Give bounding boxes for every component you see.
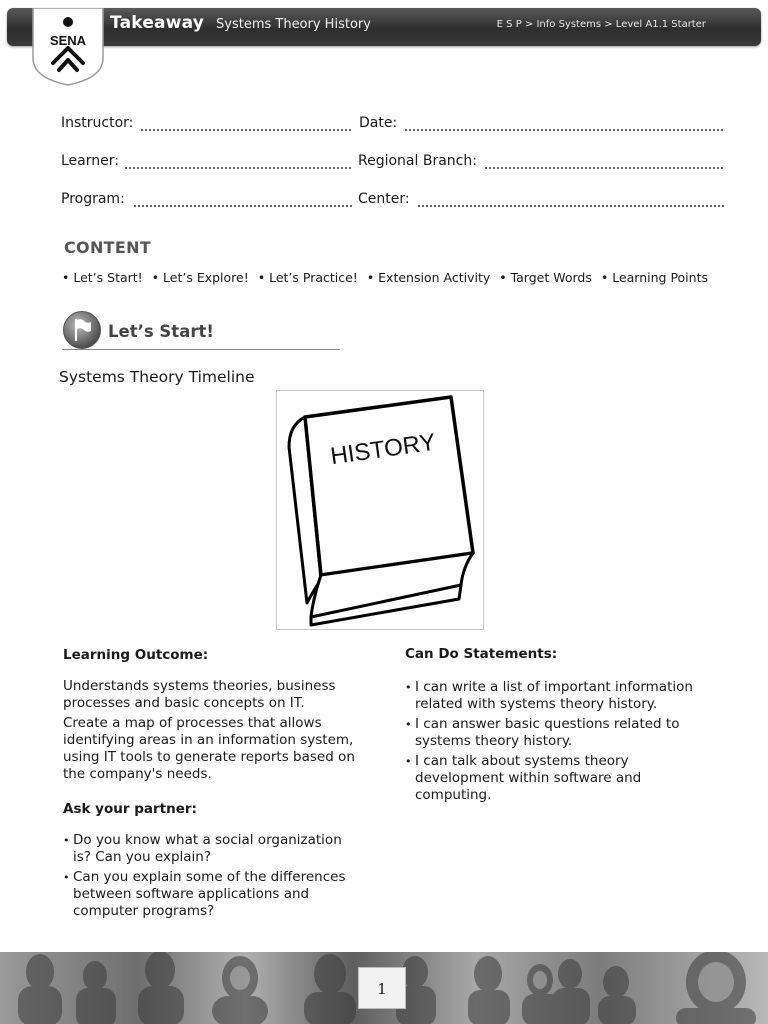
flag-icon [62, 310, 102, 350]
center-line[interactable] [417, 205, 724, 207]
regional-branch-line[interactable] [484, 167, 724, 169]
book-title: HISTORY [328, 428, 438, 471]
content-item-lets-practice[interactable]: • Let’s Practice! [257, 270, 358, 285]
can-do-heading: Can Do Statements: [405, 646, 558, 662]
logo-text: SENA [49, 33, 87, 48]
list-item: • I can answer basic questions related to systems theory history. [405, 716, 695, 750]
instructor-line[interactable] [140, 129, 352, 131]
history-book-illustration [276, 390, 484, 630]
content-item-extension-activity[interactable]: • Extension Activity [366, 270, 491, 285]
sena-logo [31, 8, 105, 86]
learning-outcome-paragraph-2: Create a map of processes that allows identifying areas in an information system, using IT tools to generate reports based on the company's needs. [63, 715, 355, 782]
learner-label: Learner: [61, 153, 119, 169]
ask-partner-list [63, 832, 363, 923]
content-item-learning-points[interactable]: • Learning Points [600, 270, 708, 285]
content-list [62, 270, 713, 285]
header-title: Takeaway [110, 13, 205, 33]
regional-branch-field [358, 153, 477, 169]
learner-field [61, 153, 119, 169]
learning-outcome-heading: Learning Outcome: [63, 647, 209, 663]
program-field [61, 191, 125, 207]
page-number: 1 [358, 967, 406, 1009]
content-item-lets-explore[interactable]: • Let’s Explore! [151, 270, 249, 285]
program-label: Program: [61, 191, 125, 207]
program-line[interactable] [133, 205, 352, 207]
date-line[interactable] [404, 129, 724, 131]
list-item: • Can you explain some of the differences between software applications and computer programs? [63, 869, 363, 920]
breadcrumb: E S P > Info Systems > Level A1.1 Starter [496, 19, 706, 30]
section-divider [62, 349, 340, 350]
timeline-title: Systems Theory Timeline [59, 368, 255, 386]
center-label: Center: [358, 191, 410, 207]
list-item: • I can talk about systems theory development within software and computing. [405, 753, 695, 804]
date-label: Date: [359, 115, 398, 131]
can-do-list [405, 679, 695, 807]
learner-line[interactable] [124, 167, 352, 169]
header-subtitle: Systems Theory History [216, 17, 371, 32]
section-title: Let’s Start! [108, 322, 214, 341]
instructor-field [61, 115, 133, 131]
content-item-target-words[interactable]: • Target Words [499, 270, 592, 285]
date-field [359, 115, 397, 131]
learning-outcome-paragraph-1: Understands systems theories, business processes and basic concepts on IT. [63, 678, 336, 711]
regional-branch-label: Regional Branch: [358, 153, 477, 169]
list-item: • Do you know what a social organization is? Can you explain? [63, 832, 363, 866]
content-item-lets-start[interactable]: • Let’s Start! [62, 270, 143, 285]
content-heading: CONTENT [64, 238, 151, 257]
instructor-label: Instructor: [61, 115, 134, 131]
ask-partner-heading: Ask your partner: [63, 801, 197, 817]
list-item: • I can write a list of important information related with systems theory history. [405, 679, 695, 713]
center-field [358, 191, 410, 207]
